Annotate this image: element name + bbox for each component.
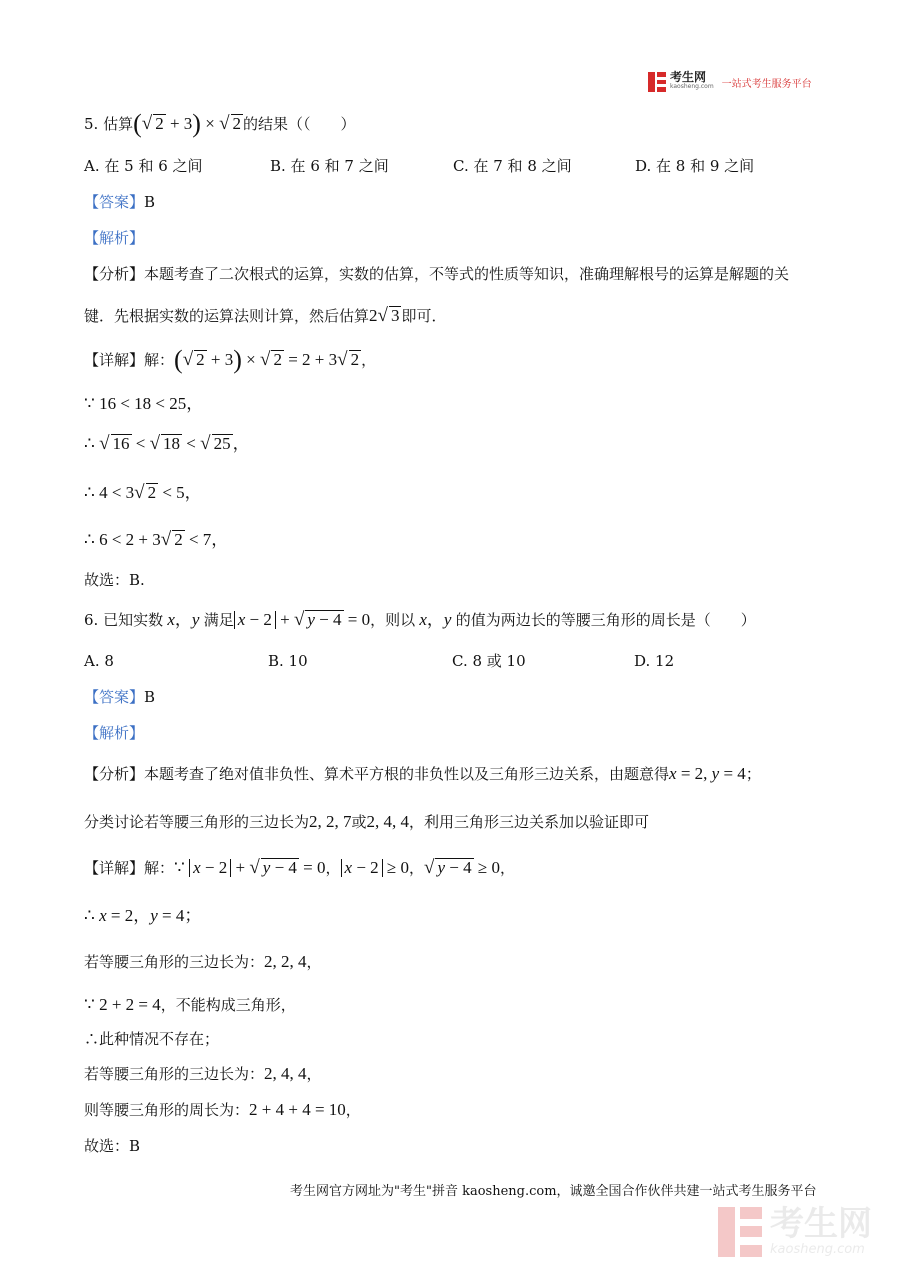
footer-text: 考生网官方网址为"考生"拼音 kaosheng.com，诚邀全国合作伙伴共建一站式考生服务平台 — [290, 1184, 817, 1199]
q5-option-b: B. 在 6 和 7 之间 — [270, 157, 389, 175]
q5-analysis-heading: 【解析】 — [84, 229, 145, 247]
watermark-name: 考生网 — [770, 1204, 872, 1244]
q6-option-a: A. 8 — [84, 652, 114, 670]
q5-option-c: C. 在 7 和 8 之间 — [453, 157, 572, 175]
q6-conclusion: 故选：B — [84, 1137, 141, 1155]
q6-case1-conclusion: ∴此种情况不存在； — [84, 1030, 220, 1048]
q6-option-c: C. 8 或 10 — [452, 652, 526, 670]
q6-step-values: ∴ x = 2，y = 4； — [84, 906, 202, 925]
q5-stem: 5. 估算(√ 2 + 3) × √ 2 的结果（（ ） — [84, 109, 356, 138]
q5-step-1: ∵ 16 < 18 < 25， — [84, 394, 204, 413]
q5-fenxi-line1: 【分析】本题考查了二次根式的运算，实数的估算，不等式的性质等知识，准确理解根号的运算是解题的关 — [84, 265, 790, 283]
q6-answer: 【答案】B — [84, 688, 156, 706]
logo-slogan: 一站式考生服务平台 — [721, 78, 812, 90]
q5-option-d: D. 在 8 和 9 之间 — [635, 157, 755, 175]
q6-option-b: B. 10 — [268, 652, 308, 670]
q6-xiangjie: 【详解】解：∵ x − 2 + √ y − 4 = 0， x − 2 ≥ 0，√ y − 4 ≥ 0， — [84, 857, 515, 878]
q5-answer: 【答案】B — [84, 193, 156, 211]
q6-case1-check: ∵ 2 + 2 = 4，不能构成三角形， — [84, 995, 296, 1014]
q6-option-d: D. 12 — [634, 652, 675, 670]
watermark-domain: kaosheng.com — [770, 1242, 865, 1257]
q6-fenxi-line2: 分类讨论若等腰三角形的三边长为2, 2, 7或2, 4, 4，利用三角形三边关系加以验证即可 — [84, 812, 650, 831]
q5-fenxi-line2: 键．先根据实数的运算法则计算，然后估算2√ 3 即可． — [84, 305, 447, 326]
q6-case2: 若等腰三角形的三边长为：2, 4, 4， — [84, 1064, 322, 1083]
watermark — [718, 1206, 872, 1257]
q6-fenxi-line1: 【分析】本题考查了绝对值非负性、算术平方根的非负性以及三角形三边关系，由题意得x = 2, y = 4； — [84, 764, 761, 783]
watermark-logo-icon — [718, 1207, 762, 1257]
q5-step-4: ∴ 6 < 2 + 3√ 2 < 7， — [84, 529, 229, 550]
kaosheng-logo-icon — [648, 72, 666, 92]
q5-xiangjie: 【详解】解：(√ 2 + 3) × √ 2 = 2 + 3√ 2 ， — [84, 345, 377, 374]
q5-step-3: ∴ 4 < 3√ 2 < 5， — [84, 482, 202, 503]
q6-case1: 若等腰三角形的三边长为：2, 2, 4， — [84, 952, 322, 971]
q6-perimeter: 则等腰三角形的周长为：2 + 4 + 4 = 10， — [84, 1100, 361, 1119]
header-logo — [648, 70, 812, 94]
q6-stem: 6. 已知实数 x，y 满足 x − 2 + √ y − 4 = 0，则以 x，y 的值为两边长的等腰三角形的周长是（ ） — [84, 609, 756, 630]
q5-option-a: A. 在 5 和 6 之间 — [84, 157, 203, 175]
logo-domain: kaosheng.com — [670, 83, 714, 90]
q5-conclusion: 故选：B. — [84, 571, 145, 589]
q5-step-2: ∴ √ 16 < √ 18 < √ 25 ， — [84, 433, 250, 454]
logo-name: 考生网 — [670, 70, 707, 84]
q6-analysis-heading: 【解析】 — [84, 724, 145, 742]
